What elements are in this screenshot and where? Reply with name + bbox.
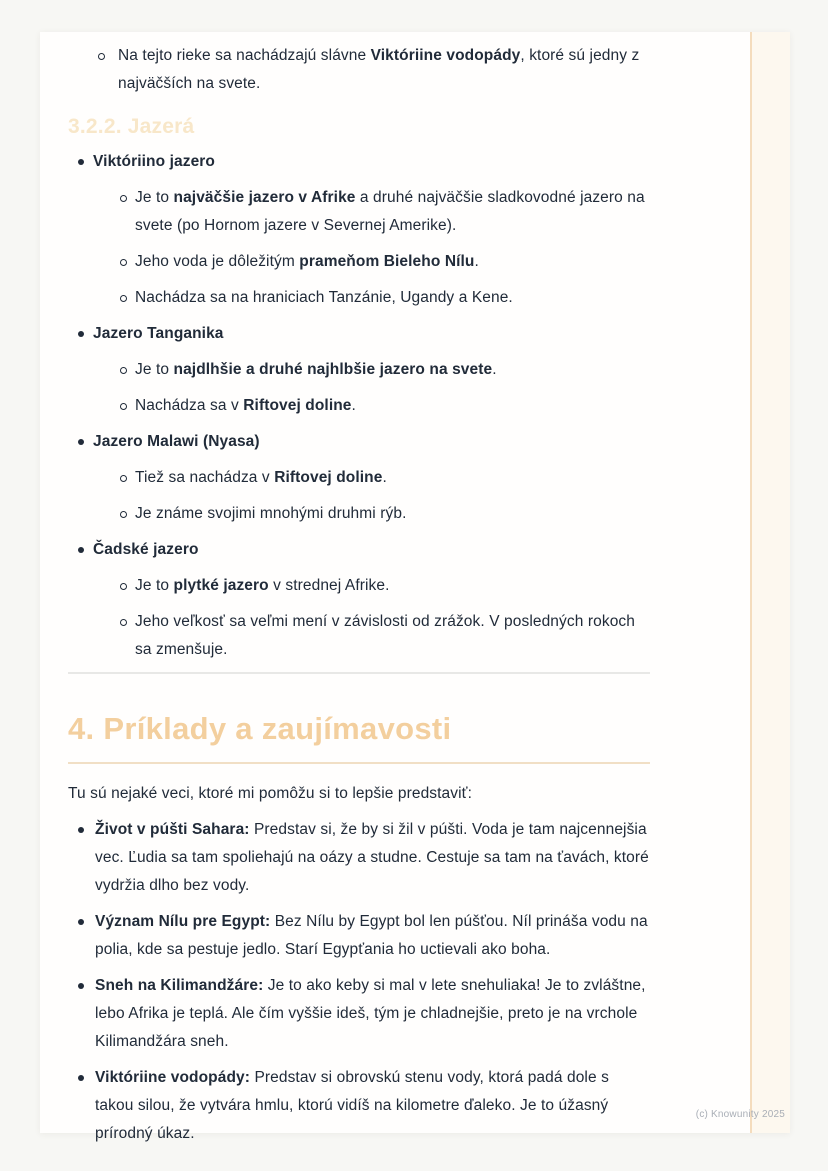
bold-text-segment: Viktóriine vodopády xyxy=(370,47,521,64)
bold-text-segment: plytké jazero xyxy=(173,577,269,594)
section-divider xyxy=(68,672,650,674)
bullet-col xyxy=(120,184,135,202)
text-segment: Tiež sa nachádza v xyxy=(135,469,275,486)
text-segment: Jeho voda je dôležitým xyxy=(135,253,300,270)
bullet-dot-icon xyxy=(78,331,84,337)
examples-list xyxy=(68,816,650,1148)
bold-text-segment: najdlhšie a druhé najhlbšie jazero na svete xyxy=(173,361,493,378)
lake-point-text xyxy=(135,572,650,600)
text-segment: , ktoré sú jedny z najväčších na svete. xyxy=(118,47,640,92)
lake-title-row xyxy=(68,428,650,456)
lake-point-text xyxy=(135,392,650,420)
text-segment: Predstav si obrovskú stenu vody, ktorá padá dole s takou silou, že vytvára hmlu, ktorú vidíš na kilometre ďaleko. Je to úžasný prírodný úkaz. xyxy=(95,1069,609,1142)
bold-text-segment: prameňom Bieleho Nílu xyxy=(299,253,475,270)
bullet-col xyxy=(78,908,95,925)
lake-point-text xyxy=(135,248,650,276)
bullet-dot-icon xyxy=(78,827,84,833)
text-segment: . xyxy=(492,361,497,378)
text-segment: Je to xyxy=(135,189,174,206)
bullet-col xyxy=(78,972,95,989)
text-segment: Je to xyxy=(135,361,174,378)
bullet-circle-icon xyxy=(120,195,127,202)
bullet-col xyxy=(78,1064,95,1081)
page-content xyxy=(40,32,650,1148)
lake-title: Čadské jazero xyxy=(93,541,199,558)
text-segment: Jeho veľkosť sa veľmi mení v závislosti od zrážok. V posledných rokoch sa zmenšuje. xyxy=(135,613,635,658)
bullet-circle-icon xyxy=(120,367,127,374)
example-item xyxy=(68,1064,650,1148)
bullet-circle-icon xyxy=(120,511,127,518)
bullet-circle-icon xyxy=(120,403,127,410)
lake-point-row xyxy=(68,464,650,492)
text-segment: . xyxy=(351,397,356,414)
lake-title-row xyxy=(68,320,650,348)
lake-item xyxy=(68,536,650,664)
bullet-col xyxy=(120,572,135,590)
bullet-dot-icon xyxy=(78,1075,84,1081)
bullet-col xyxy=(120,464,135,482)
lake-point-row xyxy=(68,248,650,276)
bold-text-segment: Viktóriine vodopády: xyxy=(95,1069,251,1086)
lake-title: Jazero Tanganika xyxy=(93,325,224,342)
bold-text-segment: najväčšie jazero v Afrike xyxy=(173,189,356,206)
lake-point-row xyxy=(68,500,650,528)
lake-point-row xyxy=(68,356,650,384)
bullet-circle-icon xyxy=(120,259,127,266)
document-page xyxy=(40,32,790,1142)
bullet-col xyxy=(120,608,135,626)
lake-point-text xyxy=(135,284,650,312)
bullet-col xyxy=(120,500,135,518)
bold-text-segment: Význam Nílu pre Egypt: xyxy=(95,913,271,930)
text-segment: v strednej Afrike. xyxy=(268,577,390,594)
section-4-intro: Tu sú nejaké veci, ktoré mi pomôžu si to lepšie predstaviť: xyxy=(68,785,472,802)
bold-text-segment: Riftovej doline xyxy=(243,397,352,414)
lake-point-row xyxy=(68,392,650,420)
bullet-col xyxy=(78,816,95,833)
lake-point-text xyxy=(135,184,650,240)
text-segment: Predstav si, že by si žil v púšti. Voda je tam najcennejšia vec. Ľudia sa tam spoliehajú na oázy a studne. Cestuje sa tam na ťavách, ktoré vydržia dlho bez vody. xyxy=(95,821,649,894)
bullet-col xyxy=(78,536,93,553)
bullet-col xyxy=(120,284,135,302)
bullet-col xyxy=(120,392,135,410)
example-item xyxy=(68,908,650,964)
example-item xyxy=(68,972,650,1056)
lake-item xyxy=(68,320,650,420)
bullet-col xyxy=(78,320,93,337)
bullet-dot-icon xyxy=(78,547,84,553)
lake-point-text xyxy=(135,608,650,664)
lakes-list xyxy=(68,148,650,664)
bullet-circle-icon xyxy=(120,475,127,482)
bullet-circle-icon xyxy=(120,295,127,302)
example-text xyxy=(95,816,650,900)
bullet-dot-icon xyxy=(78,159,84,165)
intro-bullet-text xyxy=(118,42,650,98)
lake-item xyxy=(68,428,650,528)
text-segment: Nachádza sa na hraniciach Tanzánie, Ugandy a Kene. xyxy=(135,289,513,306)
lake-point-text xyxy=(135,356,650,384)
bold-text-segment: Život v púšti Sahara: xyxy=(95,821,250,838)
example-text xyxy=(95,972,650,1056)
lake-title-row xyxy=(68,148,650,176)
lake-point-text xyxy=(135,464,650,492)
section-3-2-2-heading: 3.2.2. Jazerá xyxy=(68,115,195,138)
section-4-heading: 4. Príklady a zaujímavosti xyxy=(68,712,650,764)
page-right-accent-strip xyxy=(750,32,790,1133)
text-segment: Na tejto rieke sa nachádzajú slávne xyxy=(118,47,371,64)
bullet-dot-icon xyxy=(78,439,84,445)
text-segment: Je to xyxy=(135,577,174,594)
lake-point-row xyxy=(68,284,650,312)
lake-item xyxy=(68,148,650,312)
bullet-circle-icon xyxy=(98,53,105,60)
text-segment: . xyxy=(474,253,479,270)
text-segment: Bez Nílu by Egypt bol len púšťou. Níl prináša vodu na polia, kde sa pestuje jedlo. Starí Egypťania ho uctievali ako boha. xyxy=(95,913,648,958)
example-text xyxy=(95,1064,650,1148)
text-segment: Je to ako keby si mal v lete snehuliaka! Je to zvláštne, lebo Afrika je teplá. Ale čím vyššie ideš, tým je chladnejšie, preto je na vrchole Kilimandžára sneh. xyxy=(95,977,646,1050)
bold-text-segment: Riftovej doline xyxy=(274,469,383,486)
bullet-dot-icon xyxy=(78,983,84,989)
copyright-text: (c) Knowunity 2025 xyxy=(695,1109,785,1120)
bullet-col xyxy=(78,148,93,165)
lake-point-row xyxy=(68,184,650,240)
example-text xyxy=(95,908,650,964)
bullet-dot-icon xyxy=(78,919,84,925)
intro-bullet-item xyxy=(68,42,650,98)
lake-title: Viktóriino jazero xyxy=(93,153,215,170)
bullet-col xyxy=(78,428,93,445)
lake-title: Jazero Malawi (Nyasa) xyxy=(93,433,260,450)
bullet-circle-icon xyxy=(120,619,127,626)
lake-point-row xyxy=(68,572,650,600)
text-segment: . xyxy=(382,469,387,486)
example-item xyxy=(68,816,650,900)
lake-point-text xyxy=(135,500,650,528)
text-segment: Je známe svojimi mnohými druhmi rýb. xyxy=(135,505,407,522)
bullet-col xyxy=(120,356,135,374)
text-segment: Nachádza sa v xyxy=(135,397,244,414)
bullet-col xyxy=(98,42,118,60)
lake-title-row xyxy=(68,536,650,564)
text-segment: a druhé najväčšie sladkovodné jazero na svete (po Hornom jazere v Severnej Amerike). xyxy=(135,189,645,234)
bold-text-segment: Sneh na Kilimandžáre: xyxy=(95,977,264,994)
bullet-circle-icon xyxy=(120,583,127,590)
lake-point-row xyxy=(68,608,650,664)
bullet-col xyxy=(120,248,135,266)
